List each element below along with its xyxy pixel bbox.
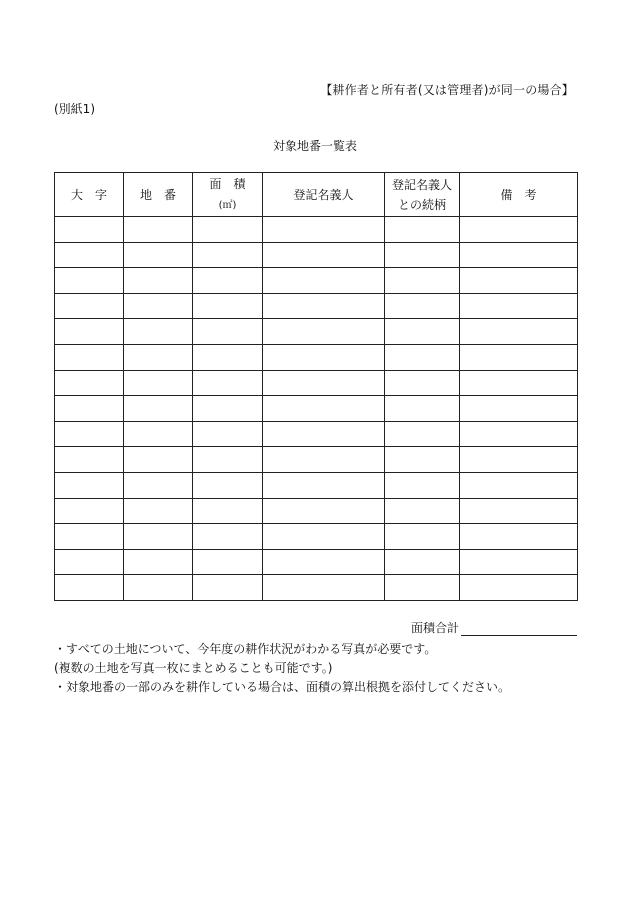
table-row (55, 268, 578, 294)
table-cell[interactable] (263, 396, 385, 422)
table-row (55, 421, 578, 447)
table-cell[interactable] (124, 575, 193, 601)
table-cell[interactable] (193, 549, 263, 575)
note-item: (複数の土地を写真一枚にまとめることも可能です。) (54, 661, 333, 675)
table-cell[interactable] (385, 421, 460, 447)
table-cell[interactable] (460, 396, 578, 422)
table-cell[interactable] (193, 319, 263, 345)
table-cell[interactable] (124, 268, 193, 294)
table-cell[interactable] (263, 370, 385, 396)
table-cell[interactable] (263, 344, 385, 370)
table-cell[interactable] (55, 242, 124, 268)
table-cell[interactable] (55, 319, 124, 345)
table-cell[interactable] (124, 242, 193, 268)
table-cell[interactable] (124, 293, 193, 319)
table-cell[interactable] (193, 268, 263, 294)
table-cell[interactable] (263, 575, 385, 601)
table-cell[interactable] (460, 498, 578, 524)
area-total-label: 面積合計 (410, 621, 459, 635)
table-row (55, 472, 578, 498)
table-cell[interactable] (55, 396, 124, 422)
table-row (55, 293, 578, 319)
notes (54, 640, 510, 697)
column-header-oaza: 大字 (55, 173, 124, 217)
table-cell[interactable] (385, 498, 460, 524)
table-cell[interactable] (385, 575, 460, 601)
table-cell[interactable] (124, 498, 193, 524)
table-cell[interactable] (263, 217, 385, 243)
table-cell[interactable] (124, 421, 193, 447)
table-row (55, 370, 578, 396)
column-header-remarks: 備考 (460, 173, 578, 217)
table-cell[interactable] (55, 370, 124, 396)
area-total-input[interactable] (461, 621, 577, 636)
table-cell[interactable] (460, 575, 578, 601)
table-cell[interactable] (193, 242, 263, 268)
table-cell[interactable] (263, 421, 385, 447)
table-header-row (55, 173, 578, 217)
attachment-label: (別紙1) (54, 102, 95, 116)
table-cell[interactable] (460, 268, 578, 294)
parcel-list-table (54, 172, 578, 601)
table-cell[interactable] (460, 370, 578, 396)
table-cell[interactable] (460, 447, 578, 473)
table-cell[interactable] (124, 396, 193, 422)
table-cell[interactable] (460, 344, 578, 370)
table-cell[interactable] (385, 268, 460, 294)
table-cell[interactable] (460, 472, 578, 498)
table-cell[interactable] (385, 472, 460, 498)
column-header-chiban: 地番 (124, 173, 193, 217)
column-header-relationship: 登記名義人 との続柄 (385, 173, 460, 217)
table-cell[interactable] (55, 268, 124, 294)
column-header-area: 面積 (㎡) (193, 173, 263, 217)
table-cell[interactable] (263, 524, 385, 550)
table-cell[interactable] (263, 498, 385, 524)
table-row (55, 344, 578, 370)
table-cell[interactable] (124, 472, 193, 498)
table-cell[interactable] (385, 549, 460, 575)
table-cell[interactable] (460, 217, 578, 243)
table-cell[interactable] (124, 549, 193, 575)
table-cell[interactable] (124, 370, 193, 396)
table-cell[interactable] (55, 575, 124, 601)
table-cell[interactable] (55, 549, 124, 575)
table-cell[interactable] (55, 447, 124, 473)
table-cell[interactable] (385, 447, 460, 473)
table-cell[interactable] (263, 319, 385, 345)
table-cell[interactable] (124, 344, 193, 370)
table-cell[interactable] (55, 344, 124, 370)
table-cell[interactable] (193, 344, 263, 370)
table-cell[interactable] (193, 421, 263, 447)
table-cell[interactable] (385, 293, 460, 319)
table-cell[interactable] (263, 549, 385, 575)
note-item: ・すべての土地について、今年度の耕作状況がわかる写真が必要です。 (54, 642, 437, 656)
table-cell[interactable] (193, 498, 263, 524)
table-cell[interactable] (193, 396, 263, 422)
table-cell[interactable] (55, 421, 124, 447)
table-cell[interactable] (193, 293, 263, 319)
table-row (55, 498, 578, 524)
table-row (55, 524, 578, 550)
table-cell[interactable] (460, 242, 578, 268)
table-cell[interactable] (263, 242, 385, 268)
table-row (55, 217, 578, 243)
table-row (55, 549, 578, 575)
area-total (411, 619, 577, 636)
table-cell[interactable] (193, 575, 263, 601)
table-cell[interactable] (193, 524, 263, 550)
table-row (55, 396, 578, 422)
table-cell[interactable] (263, 447, 385, 473)
table-cell[interactable] (193, 217, 263, 243)
applicability-condition: 【耕作者と所有者(又は管理者)が同一の場合】 (320, 83, 574, 97)
table-cell[interactable] (385, 370, 460, 396)
table-cell[interactable] (460, 319, 578, 345)
note-item: ・対象地番の一部のみを耕作している場合は、面積の算出根拠を添付してください。 (54, 680, 511, 694)
table-row (55, 319, 578, 345)
table-cell[interactable] (193, 472, 263, 498)
table-cell[interactable] (460, 549, 578, 575)
column-header-registered-owner: 登記名義人 (263, 173, 385, 217)
table-cell[interactable] (385, 524, 460, 550)
table-cell[interactable] (55, 217, 124, 243)
table-row (55, 447, 578, 473)
table-cell[interactable] (55, 524, 124, 550)
table-cell[interactable] (263, 472, 385, 498)
table-cell[interactable] (460, 421, 578, 447)
table-cell[interactable] (124, 319, 193, 345)
table-cell[interactable] (55, 498, 124, 524)
table-cell[interactable] (460, 524, 578, 550)
table-cell[interactable] (193, 370, 263, 396)
table-row (55, 575, 578, 601)
table-cell[interactable] (124, 217, 193, 243)
table-cell[interactable] (385, 217, 460, 243)
table-cell[interactable] (55, 472, 124, 498)
table-cell[interactable] (193, 447, 263, 473)
table-cell[interactable] (385, 344, 460, 370)
table-cell[interactable] (124, 524, 193, 550)
table-cell[interactable] (385, 242, 460, 268)
table-cell[interactable] (385, 319, 460, 345)
table-cell[interactable] (263, 268, 385, 294)
document-title: 対象地番一覧表 (272, 139, 357, 153)
table-cell[interactable] (385, 396, 460, 422)
table-cell[interactable] (263, 293, 385, 319)
table-cell[interactable] (460, 293, 578, 319)
table-cell[interactable] (124, 447, 193, 473)
table-row (55, 242, 578, 268)
table-cell[interactable] (55, 293, 124, 319)
